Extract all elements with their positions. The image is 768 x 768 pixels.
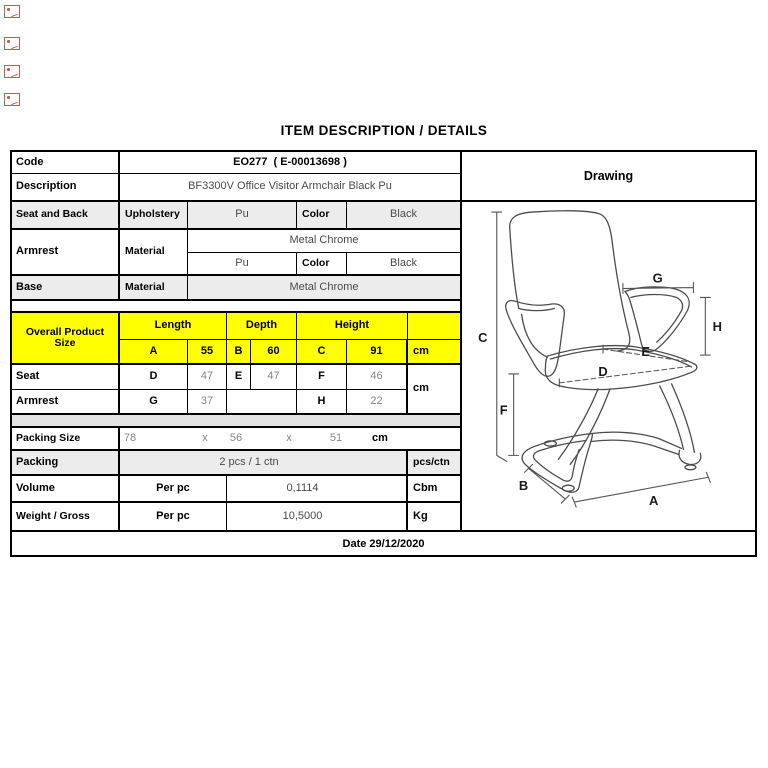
armrest-pad-material: Pu	[188, 253, 297, 276]
dim-key-d: D	[120, 365, 188, 390]
row-label-description: Description	[12, 174, 120, 202]
dim-key-b: B	[227, 340, 251, 365]
seat-back-color-label: Color	[297, 202, 347, 230]
armrest-attr: Material	[120, 230, 188, 276]
row-label-armrest: Armrest	[12, 230, 120, 276]
packing-unit: pcs/ctn	[408, 451, 460, 476]
armrest-color-value: Black	[347, 253, 460, 276]
dim-label-b: B	[518, 478, 529, 494]
packing-size-h: 51	[329, 431, 343, 444]
packing-size-unit: cm	[372, 431, 388, 444]
packing-value: 2 pcs / 1 ctn	[120, 451, 408, 476]
drawing-panel	[460, 152, 755, 530]
spacer-row-shaded	[12, 415, 460, 428]
description-value: BF3300V Office Visitor Armchair Black Pu	[120, 174, 460, 202]
code-value: EO277 ( E-00013698 )	[120, 152, 460, 174]
weight-value: 10,5000	[227, 503, 408, 530]
row-label-weight: Weight / Gross	[12, 503, 120, 530]
dim-key-h: H	[297, 390, 347, 415]
packing-size-w: 78	[123, 431, 137, 444]
armrest-color-label: Color	[297, 253, 347, 276]
row-label-armrest-size: Armrest	[12, 390, 120, 415]
weight-basis: Per pc	[120, 503, 227, 530]
volume-unit: Cbm	[408, 476, 460, 503]
row-label-code: Code	[12, 152, 120, 174]
dim-key-e: E	[227, 365, 251, 390]
seat-armrest-unit: cm	[408, 365, 460, 415]
dim-value-h: 22	[347, 390, 408, 415]
blank-cell	[227, 390, 297, 415]
dim-key-a: A	[120, 340, 188, 365]
dim-label-c: C	[478, 330, 488, 346]
dim-value-g: 37	[188, 390, 227, 415]
dim-value-f: 46	[347, 365, 408, 390]
dim-value-a: 55	[188, 340, 227, 365]
packing-size-sep2: x	[286, 431, 292, 444]
col-header-unit-empty	[408, 313, 460, 340]
weight-unit: Kg	[408, 503, 460, 530]
volume-basis: Per pc	[120, 476, 227, 503]
base-material: Metal Chrome	[188, 276, 460, 301]
dim-key-c: C	[297, 340, 347, 365]
page-title: ITEM DESCRIPTION / DETAILS	[280, 123, 488, 138]
seat-back-attr: Upholstery	[120, 202, 188, 230]
seat-back-material: Pu	[188, 202, 297, 230]
dim-value-b: 60	[251, 340, 297, 365]
packing-size-sep1: x	[202, 431, 208, 444]
armrest-frame-material: Metal Chrome	[188, 230, 460, 253]
col-header-depth: Depth	[227, 313, 297, 340]
chair-drawing	[462, 202, 755, 530]
broken-image-icon	[4, 93, 20, 106]
volume-value: 0,1114	[227, 476, 408, 503]
base-attr: Material	[120, 276, 188, 301]
dim-label-a: A	[649, 493, 659, 509]
broken-image-icon	[4, 5, 20, 18]
dim-key-g: G	[120, 390, 188, 415]
dim-value-d: 47	[188, 365, 227, 390]
spec-grid	[12, 152, 460, 530]
dim-label-g: G	[652, 270, 663, 286]
dim-label-h: H	[712, 319, 722, 335]
packing-size-value	[120, 428, 460, 451]
seat-back-color-value: Black	[347, 202, 460, 230]
broken-image-icon	[4, 65, 20, 78]
date-row: Date 29/12/2020	[12, 530, 755, 555]
packing-size-d: 56	[229, 431, 243, 444]
row-label-base: Base	[12, 276, 120, 301]
row-label-packing-size: Packing Size	[12, 428, 120, 451]
spec-table	[10, 150, 757, 557]
dim-key-f: F	[297, 365, 347, 390]
overall-unit: cm	[408, 340, 460, 365]
dim-label-f: F	[499, 402, 508, 418]
dim-label-d: D	[598, 363, 608, 379]
dim-value-e: 47	[251, 365, 297, 390]
row-label-seat: Seat	[12, 365, 120, 390]
dim-value-c: 91	[347, 340, 408, 365]
spacer-row	[12, 301, 460, 313]
drawing-header: Drawing	[462, 152, 755, 202]
col-header-length: Length	[120, 313, 227, 340]
col-header-height: Height	[297, 313, 408, 340]
row-label-volume: Volume	[12, 476, 120, 503]
row-label-seat-and-back: Seat and Back	[12, 202, 120, 230]
row-label-packing: Packing	[12, 451, 120, 476]
dim-label-e: E	[641, 344, 651, 360]
broken-image-icon	[4, 37, 20, 50]
overall-size-label: Overall Product Size	[12, 313, 120, 365]
